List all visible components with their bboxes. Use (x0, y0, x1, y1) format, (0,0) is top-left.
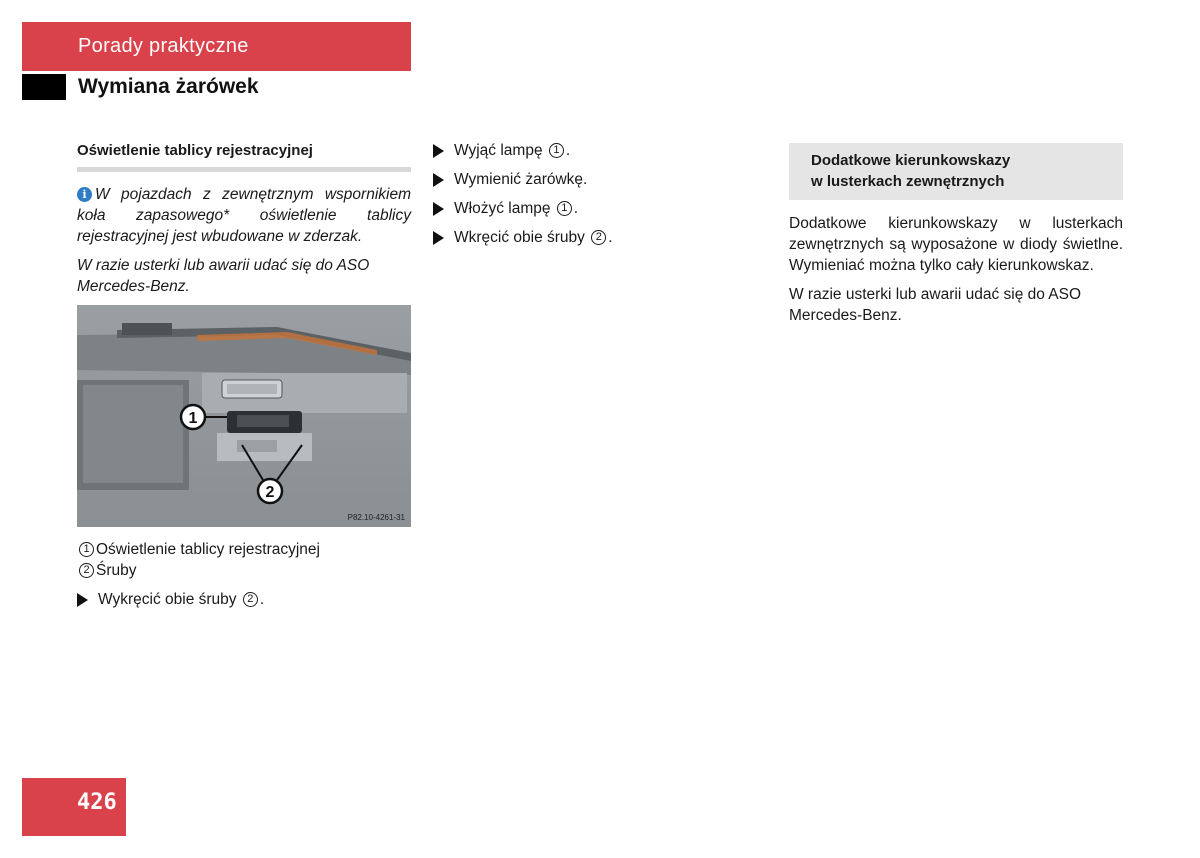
body-paragraph: Dodatkowe kierunkowskazy w lusterkach zewnętrznych są wyposażone w diody świetlne. Wymieniać można tylko cały kierunkowskaz. (789, 215, 1123, 274)
instruction-step (433, 227, 753, 248)
step-number: 1 (557, 201, 572, 216)
step-end: . (259, 591, 265, 608)
subsection-box (789, 143, 1123, 200)
legend-number: 1 (79, 542, 94, 557)
step-text: Włożyć lampę (454, 200, 551, 217)
column-right (789, 143, 1123, 334)
section-marker (22, 74, 66, 100)
column-left (77, 140, 411, 618)
legend-text: Oświetlenie tablicy rejestracyjnej (96, 541, 320, 558)
page-number-text: 426 (77, 790, 117, 815)
box-title-line2: w lusterkach zewnętrznych (811, 173, 1005, 190)
service-note: W razie usterki lub awarii udać się do ASO Mercedes-Benz. (77, 257, 370, 295)
step-text: Wymienić żarówkę. (454, 171, 588, 188)
info-icon: i (77, 187, 92, 202)
box-title-line1: Dodatkowe kierunkowskazy (811, 152, 1011, 169)
arrow-bullet-icon (433, 173, 444, 187)
column-middle (433, 140, 753, 256)
info-note (77, 184, 411, 247)
page-number (22, 778, 126, 836)
step-text: Wyjąć lampę (454, 142, 543, 159)
legend-item (77, 560, 411, 581)
legend-item (77, 539, 411, 560)
callout-1: 1 (188, 410, 198, 427)
chapter-title: Porady praktyczne (78, 35, 249, 57)
step-text: Wykręcić obie śruby (98, 591, 237, 608)
legend-text: Śruby (96, 562, 137, 579)
arrow-bullet-icon (433, 144, 444, 158)
step-number: 2 (243, 592, 258, 607)
step-end: . (573, 200, 579, 217)
body-paragraph: W razie usterki lub awarii udać się do ASO Mercedes-Benz. (789, 286, 1082, 324)
instruction-step (77, 589, 411, 610)
step-end: . (565, 142, 571, 159)
heading-rule (77, 167, 411, 172)
arrow-bullet-icon (433, 231, 444, 245)
instruction-step (433, 198, 753, 219)
chapter-header (22, 22, 411, 71)
callout-2: 2 (265, 484, 275, 501)
step-number: 2 (591, 230, 606, 245)
figure-code: P82.10-4261-31 (347, 513, 405, 522)
arrow-bullet-icon (433, 202, 444, 216)
instruction-step (433, 140, 753, 161)
step-number: 1 (549, 143, 564, 158)
step-text: Wkręcić obie śruby (454, 229, 585, 246)
license-plate-light-photo (77, 305, 411, 527)
step-end: . (608, 229, 613, 246)
arrow-bullet-icon (77, 593, 88, 607)
info-note-text: W pojazdach z zewnętrznym wspornikiem koła zapasowego* oświetlenie tablicy rejestracyjnej jest wbudowane w zderzak. (77, 186, 411, 245)
subsection-heading: Oświetlenie tablicy rejestracyjnej (77, 142, 313, 159)
legend-number: 2 (79, 563, 94, 578)
instruction-step (433, 169, 753, 190)
section-title: Wymiana żarówek (78, 75, 259, 98)
